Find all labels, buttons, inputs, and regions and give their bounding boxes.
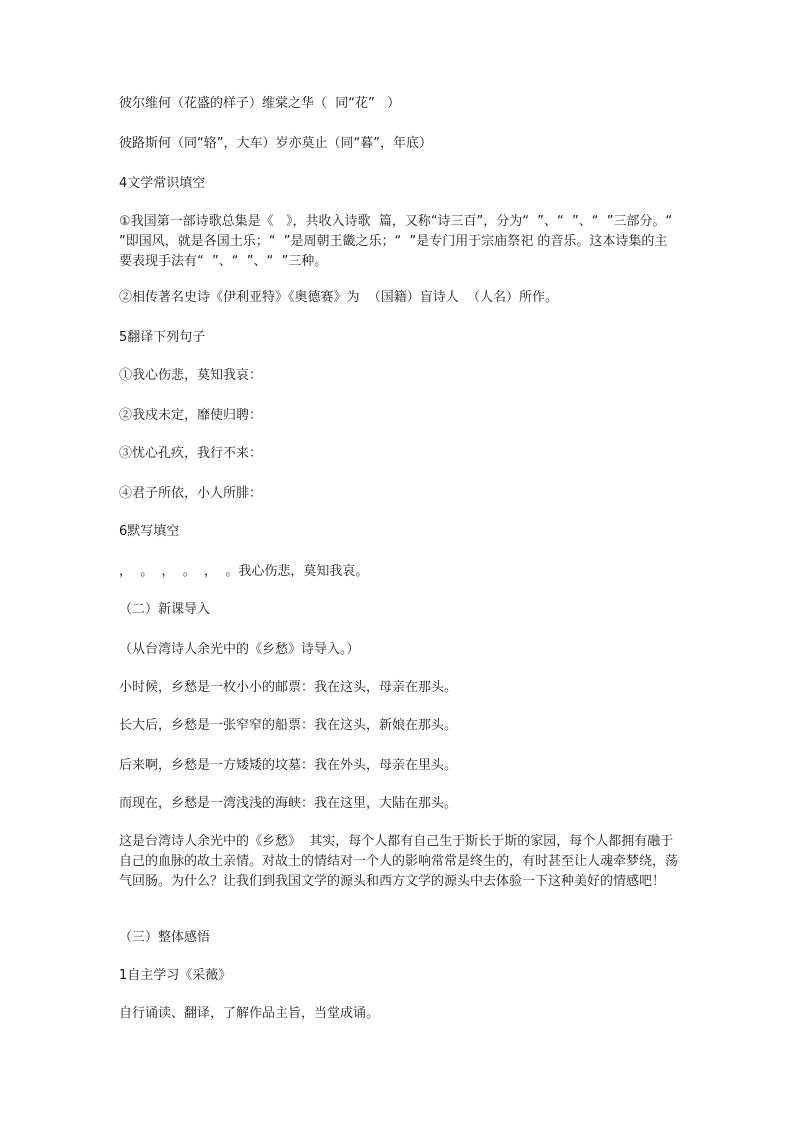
poem-line-1: 小时候，乡愁是一枚小小的邮票：我在这头，母亲在那头。 — [119, 680, 458, 695]
poem-line-2: 长大后，乡愁是一张窄窄的船票：我在这头，新娘在那头。 — [119, 718, 458, 733]
translate-item-4: ④君子所依，小人所腓： — [119, 486, 263, 501]
fill-blank-1: ①我国第一部诗歌总集是《 》，共收入诗歌 篇，又称“诗三百”，分为“ ”、“ ”、“ ”三部分。“ ”即国风，就是各国土乐；“ ”是周朝王畿之乐；“ ”是专门用于宗庙祭祀 的音乐。这本诗集的主要表现手法有“ ”、“ ”、“ ”三种。 — [119, 214, 681, 269]
section-heading-4: 4文学常识填空 — [119, 176, 206, 191]
translate-item-3: ③忧心孔疚，我行不来： — [119, 446, 263, 461]
dictation-line: ， 。 ， 。 ， 。我心伤悲，莫知我哀。 — [119, 564, 369, 579]
subsection-heading-caiwei: 1自主学习《采薇》 — [119, 968, 232, 983]
text-line-1: 彼尔维何（花盛的样子）维棠之华（ 同“花” ） — [119, 96, 401, 111]
text-line-2: 彼路斯何（同“辂”，大车）岁亦莫止（同“暮”，年底） — [119, 136, 432, 151]
poem-line-4: 而现在，乡愁是一湾浅浅的海峡：我在这里，大陆在那头。 — [119, 796, 458, 811]
translate-item-2: ②我戍未定，靡使归聘： — [119, 408, 263, 423]
intro-paragraph: 这是台湾诗人余光中的《乡愁》 其实，每个人都有自己生于斯长于斯的家园，每个人都拥有融于自己的血脉的故土亲情。对故土的情结对一个人的影响常常是终生的，有时甚至让人魂牵梦绕，荡气回肠。为什么？让我们到我国文学的源头和西方文学的源头中去体验一下这种美好的情感吧！ — [119, 834, 679, 889]
intro-note: （从台湾诗人余光中的《乡愁》诗导入。） — [119, 642, 360, 657]
section-heading-new-lesson: （二）新课导入 — [119, 602, 211, 617]
poem-line-3: 后来啊，乡愁是一方矮矮的坟墓：我在外头，母亲在里头。 — [119, 758, 458, 773]
translate-item-1: ①我心伤悲，莫知我哀： — [119, 368, 263, 383]
section-heading-6: 6默写填空 — [119, 524, 180, 539]
instruction-line: 自行诵读、翻译，了解作品主旨，当堂成诵。 — [119, 1006, 380, 1021]
section-heading-overall: （三）整体感悟 — [119, 930, 211, 945]
fill-blank-2: ②相传著名史诗《伊利亚特》《奥德赛》为 （国籍）盲诗人 （人名）所作。 — [119, 290, 559, 305]
section-heading-5: 5翻译下列句子 — [119, 330, 206, 345]
